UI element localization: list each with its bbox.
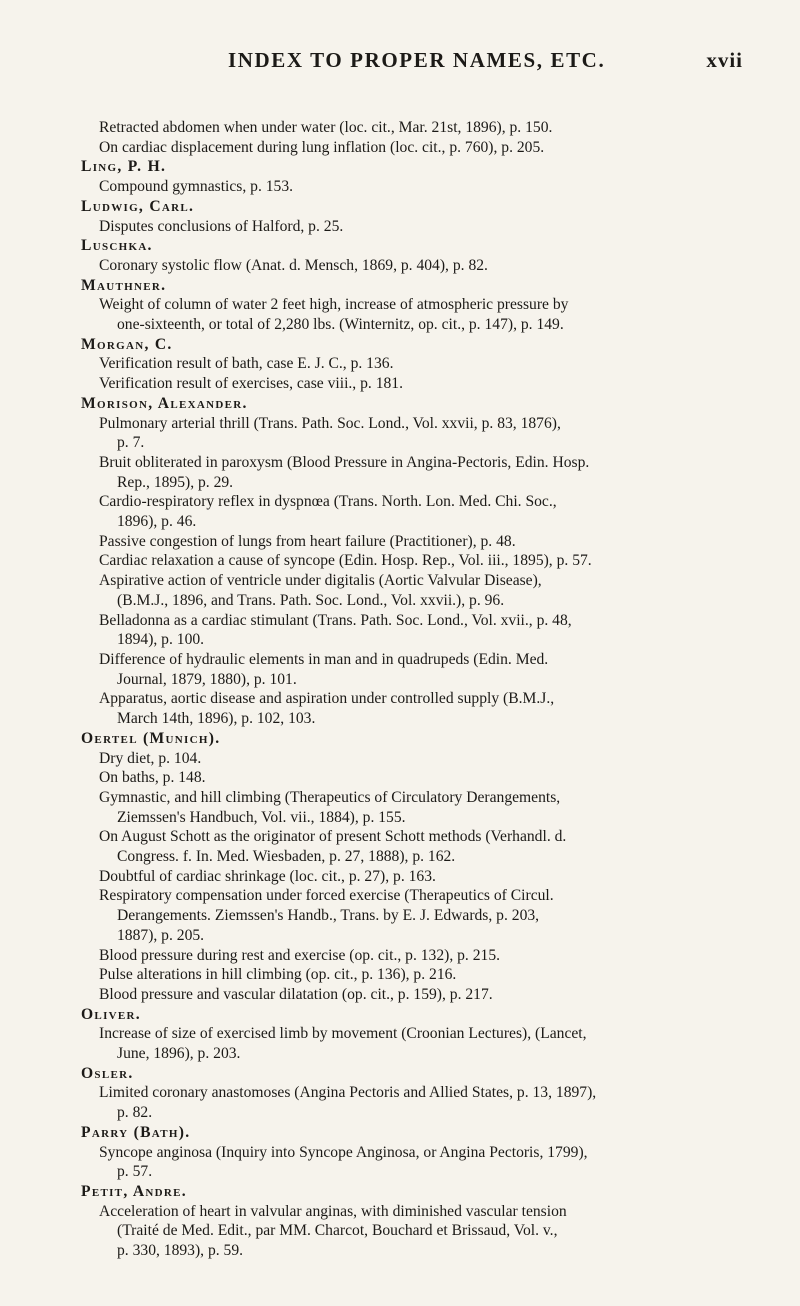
index-name-heading: Luschka. <box>81 237 153 255</box>
index-entry-line: Pulse alterations in hill climbing (op. cit., p. 136), p. 216. <box>99 966 457 984</box>
index-entry-line: one-sixteenth, or total of 2,280 lbs. (Winternitz, op. cit., p. 147), p. 149. <box>117 316 564 334</box>
index-name-heading: Ling, P. H. <box>81 158 167 176</box>
index-entry-line: Apparatus, aortic disease and aspiration under controlled supply (B.M.J., <box>99 690 555 708</box>
index-entry-line: p. 57. <box>117 1163 153 1181</box>
index-entry-line: Congress. f. In. Med. Wiesbaden, p. 27, 1888), p. 162. <box>117 848 456 866</box>
index-entry-line: Coronary systolic flow (Anat. d. Mensch, 1869, p. 404), p. 82. <box>99 256 488 274</box>
index-entry-line: Pulmonary arterial thrill (Trans. Path. Soc. Lond., Vol. xxvii, p. 83, 1876), <box>99 414 561 432</box>
index-entry-line: March 14th, 1896), p. 102, 103. <box>117 710 316 728</box>
index-entry-line: June, 1896), p. 203. <box>117 1045 241 1063</box>
index-entry-line: Retracted abdomen when under water (loc. cit., Mar. 21st, 1896), p. 150. <box>99 119 553 136</box>
index-entry-line: On baths, p. 148. <box>99 769 206 787</box>
index-name-heading: Petit, Andre. <box>81 1182 187 1200</box>
index-entry-line: Syncope anginosa (Inquiry into Syncope Anginosa, or Angina Pectoris, 1799), <box>99 1143 588 1161</box>
index-name-heading: Osler. <box>81 1064 134 1082</box>
page-header <box>0 48 800 88</box>
index-entry-line: Respiratory compensation under forced exercise (Therapeutics of Circul. <box>99 887 554 905</box>
index-entry-line: Doubtful of cardiac shrinkage (loc. cit., p. 27), p. 163. <box>99 867 436 885</box>
index-name-heading: Oertel (Munich). <box>81 729 221 747</box>
index-entry-line: (Traité de Med. Edit., par MM. Charcot, Bouchard et Brissaud, Vol. v., <box>117 1222 558 1240</box>
index-entry-line: Derangements. Ziemssen's Handb., Trans. by E. J. Edwards, p. 203, <box>117 907 540 925</box>
index-entry-line: Weight of column of water 2 feet high, increase of atmospheric pressure by <box>99 296 569 314</box>
index-entry-line: p. 330, 1893), p. 59. <box>117 1242 244 1260</box>
index-entry-line: Bruit obliterated in paroxysm (Blood Pressure in Angina-Pectoris, Edin. Hosp. <box>99 453 590 471</box>
index-name-heading: Ludwig, Carl. <box>81 197 195 215</box>
index-entry-line: On cardiac displacement during lung inflation (loc. cit., p. 760), p. 205. <box>99 138 545 156</box>
index-name-heading: Morison, Alexander. <box>81 394 248 412</box>
index-entry-line: Increase of size of exercised limb by movement (Croonian Lectures), (Lancet, <box>99 1025 587 1043</box>
index-entry-line: Blood pressure and vascular dilatation (op. cit., p. 159), p. 217. <box>99 985 493 1003</box>
index-entry-line: Limited coronary anastomoses (Angina Pectoris and Allied States, p. 13, 1897), <box>99 1084 597 1102</box>
index-entry-line: Cardiac relaxation a cause of syncope (Edin. Hosp. Rep., Vol. iii., 1895), p. 57. <box>99 552 592 570</box>
index-entry-line: Difference of hydraulic elements in man and in quadrupeds (Edin. Med. <box>99 650 549 668</box>
index-entry-line: On August Schott as the originator of present Schott methods (Verhandl. d. <box>99 828 567 846</box>
index-name-heading: Oliver. <box>81 1005 141 1023</box>
index-entry-line: Compound gymnastics, p. 153. <box>99 178 294 196</box>
index-entry-line: Blood pressure during rest and exercise (op. cit., p. 132), p. 215. <box>99 946 501 964</box>
index-entry-line: Gymnastic, and hill climbing (Therapeutics of Circulatory Derangements, <box>99 788 561 806</box>
index-entry-line: 1896), p. 46. <box>117 513 197 531</box>
index-entry-line: Disputes conclusions of Halford, p. 25. <box>99 217 344 235</box>
index-entry-line: Belladonna as a cardiac stimulant (Trans. Path. Soc. Lond., Vol. xvii., p. 48, <box>99 611 572 629</box>
index-entry-line: Acceleration of heart in valvular anginas, with diminished vascular tension <box>99 1202 567 1220</box>
index-entry-line: p. 82. <box>117 1104 153 1122</box>
index-entry-line: Journal, 1879, 1880), p. 101. <box>117 670 297 688</box>
index-entry-line: Ziemssen's Handbuch, Vol. vii., 1884), p. 155. <box>117 808 406 826</box>
index-entry-line: p. 7. <box>117 434 145 452</box>
running-title: INDEX TO PROPER NAMES, ETC. <box>228 48 606 72</box>
index-entry-line: Aspirative action of ventricle under digitalis (Aortic Valvular Disease), <box>99 572 542 590</box>
index-entry-line: (B.M.J., 1896, and Trans. Path. Soc. Lond., Vol. xxvii.), p. 96. <box>117 591 505 609</box>
index-entry-line: Verification result of bath, case E. J. C., p. 136. <box>99 355 394 373</box>
index-entry-line: Passive congestion of lungs from heart failure (Practitioner), p. 48. <box>99 532 516 550</box>
index-entry-line: Verification result of exercises, case viii., p. 181. <box>99 375 403 393</box>
index-name-heading: Parry (Bath). <box>81 1123 191 1141</box>
index-entry-line: Rep., 1895), p. 29. <box>117 473 234 491</box>
index-entry-line: Dry diet, p. 104. <box>99 749 202 767</box>
index-name-heading: Mauthner. <box>81 276 167 294</box>
index-body <box>67 118 757 1261</box>
index-entry-line: 1894), p. 100. <box>117 631 205 649</box>
index-name-heading: Morgan, C. <box>81 335 173 353</box>
page-number: xvii <box>706 48 743 72</box>
index-entry-line: 1887), p. 205. <box>117 926 205 944</box>
index-entry-line: Cardio-respiratory reflex in dyspnœa (Trans. North. Lon. Med. Chi. Soc., <box>99 493 557 511</box>
